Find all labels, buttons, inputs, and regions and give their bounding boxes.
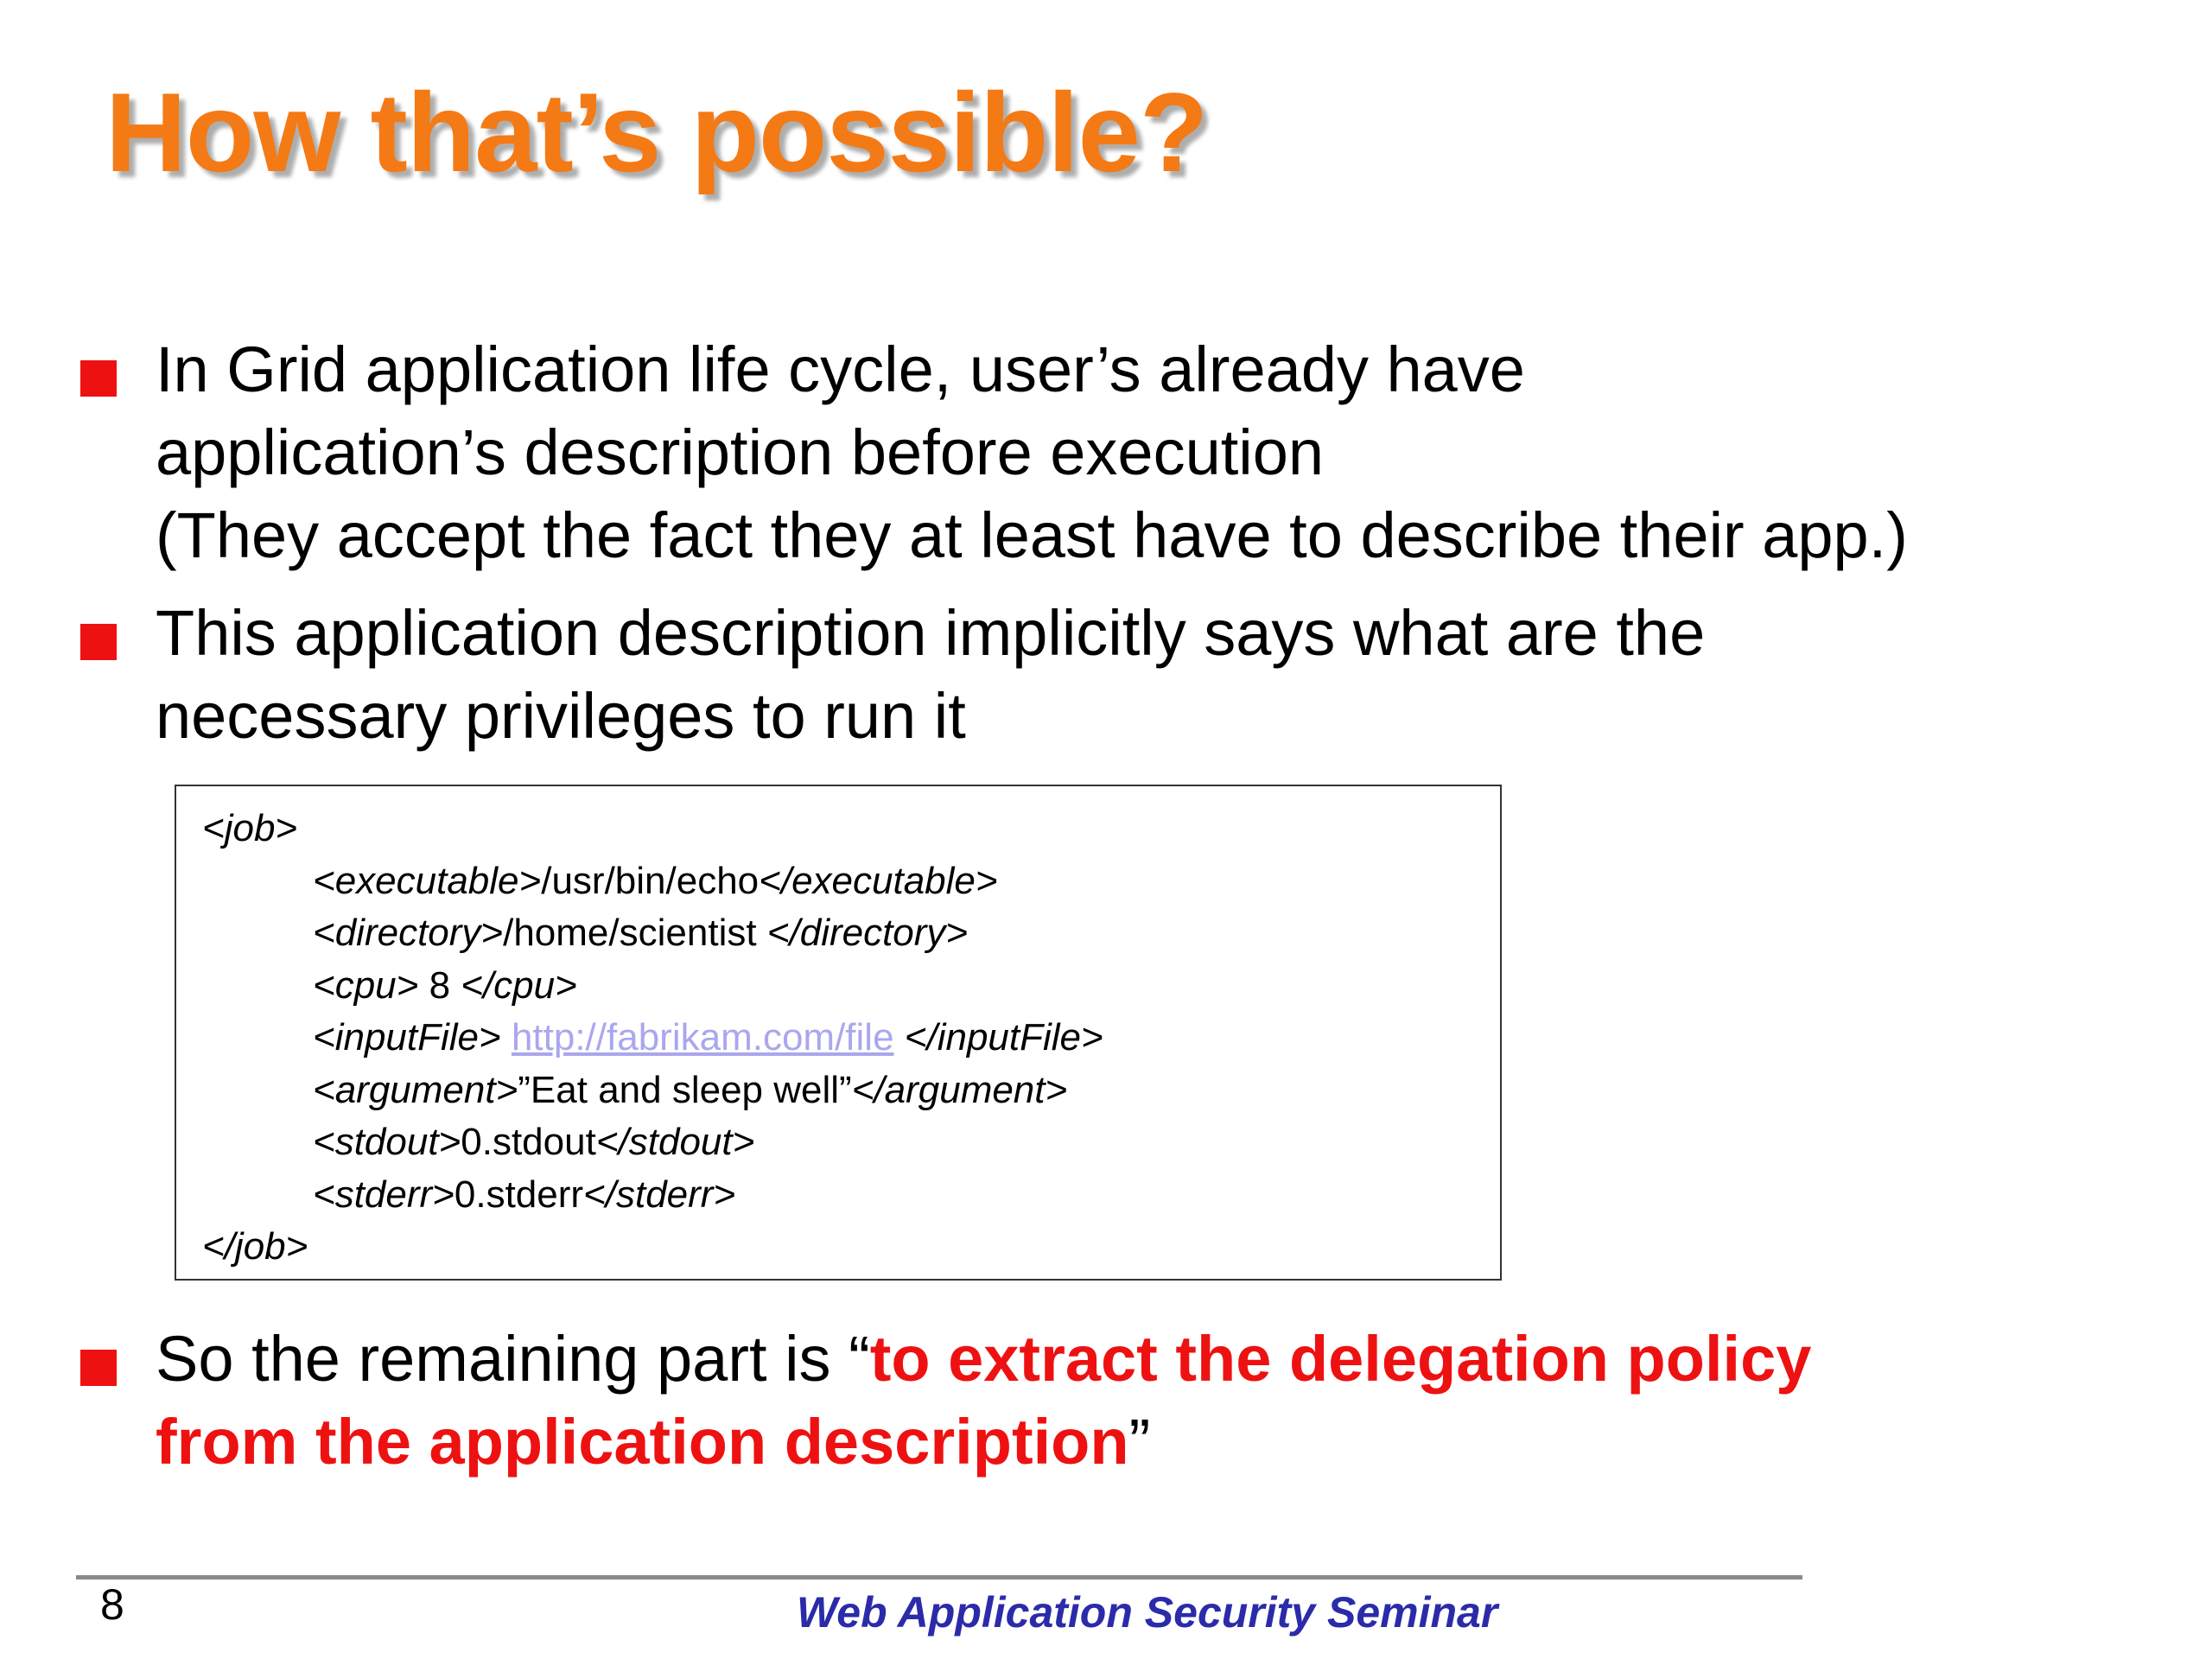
code-close-tag: </job> <box>202 1225 308 1268</box>
conclusion-suffix: ” <box>1128 1406 1151 1478</box>
red-square-bullet-icon <box>80 624 117 660</box>
code-tag: <cpu> <box>313 963 419 1007</box>
code-tag: </executable> <box>759 859 998 902</box>
input-file-link[interactable]: http://fabrikam.com/file <box>511 1016 894 1058</box>
code-line-stdout <box>202 1116 1500 1169</box>
code-tag: </cpu> <box>461 963 577 1007</box>
bullet-line: (They accept the fact they at least have to describe their app.) <box>156 499 1908 571</box>
page-number: 8 <box>100 1580 124 1629</box>
bullet-line: application’s description before execution <box>156 416 1325 488</box>
code-open-tag: <job> <box>202 807 298 849</box>
conclusion-emphasis: to extract the delegation policy <box>869 1323 1812 1395</box>
code-value: ”Eat and sleep well” <box>518 1068 852 1111</box>
bullet-item <box>156 592 1705 758</box>
code-tag: <inputFile> <box>313 1016 501 1058</box>
conclusion-prefix: So the remaining part is “ <box>156 1323 870 1395</box>
code-value: /home/scientist <box>503 912 767 954</box>
code-tag: <executable> <box>313 859 542 902</box>
code-tag: </stderr> <box>583 1173 736 1216</box>
code-line-cpu <box>202 960 1500 1013</box>
code-tag: </directory> <box>766 912 969 954</box>
footer-seminar-title: Web Application Security Seminar <box>797 1588 1498 1637</box>
code-space <box>894 1016 905 1058</box>
code-tag: <argument> <box>313 1068 518 1111</box>
code-tag: <directory> <box>313 912 504 954</box>
code-value: 8 <box>418 963 461 1007</box>
footer-divider <box>76 1575 1802 1580</box>
job-description-code-box <box>175 785 1502 1281</box>
code-line-inputfile <box>202 1012 1500 1065</box>
red-square-bullet-icon <box>80 360 117 397</box>
conclusion-emphasis: from the application description <box>156 1406 1129 1478</box>
code-value: 0.stderr <box>454 1173 584 1216</box>
bullet-line: This application description implicitly says what are the <box>156 597 1706 669</box>
code-tag: <stderr> <box>313 1173 454 1216</box>
code-value: 0.stdout <box>461 1121 596 1163</box>
code-line-argument <box>202 1065 1500 1117</box>
code-line-executable <box>202 855 1500 908</box>
code-tag: <stdout> <box>313 1121 461 1163</box>
code-tag: </argument> <box>851 1068 1068 1111</box>
bullet-line <box>156 1318 1811 1401</box>
slide-title: How that’s possible? <box>105 69 1208 195</box>
code-tag: </inputFile> <box>904 1016 1103 1058</box>
code-value: /usr/bin/echo <box>541 859 760 902</box>
bullet-item <box>156 1318 1811 1484</box>
code-line-directory <box>202 907 1500 960</box>
red-square-bullet-icon <box>80 1350 117 1386</box>
bullet-line: necessary privileges to run it <box>156 680 966 752</box>
bullet-line: In Grid application life cycle, user’s already have <box>156 334 1525 405</box>
code-tag: </stdout> <box>595 1121 755 1163</box>
bullet-line <box>156 1401 1811 1484</box>
code-space <box>501 1016 512 1058</box>
bullet-item <box>156 328 1908 577</box>
code-line-stderr <box>202 1169 1500 1222</box>
